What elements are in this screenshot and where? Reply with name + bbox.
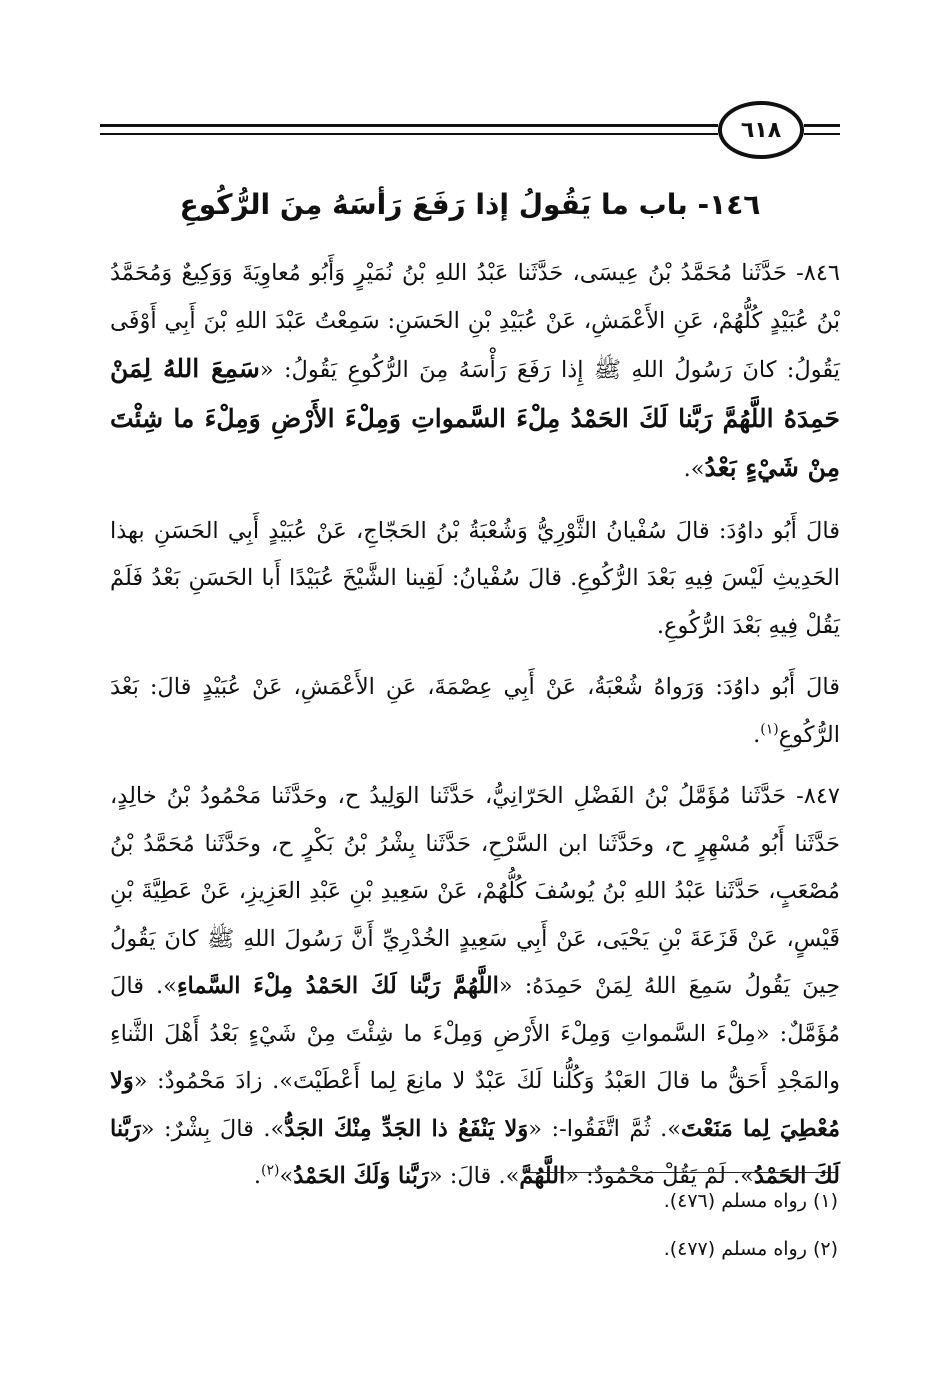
hadith-text: ». ثُمَّ اتَّفَقُوا-: « [528, 1115, 682, 1142]
footnotes [110, 1188, 838, 1284]
quoted-supplication: رَبَّنا لَكَ الحَمْدُ [110, 1115, 840, 1189]
footnote-2: (٢) رواه مسلم (٤٧٧). [663, 1238, 838, 1260]
header-rule [100, 124, 718, 127]
header-rule [804, 133, 840, 135]
hadith-text: ». قالَ مُؤَمَّلٌ: «مِلْءَ السَّمواتِ وَمِلْءَ الأَرْضِ وَمِلْءَ ما شِئْتَ مِنْ شَيْءٍ بَعْدُ أَهْلَ الثَّناءِ والمَجْدِ أَحَقُّ ما قالَ العَبْدُ وَكُلُّنا لَكَ عَبْدٌ لا مانِعَ لِما أَعْطَيْتَ». زادَ مَحْمُودٌ: « [110, 973, 840, 1094]
header-rule [100, 133, 718, 135]
punctuation: . [253, 1163, 261, 1189]
hadith-text: ». لَمْ يَقُلْ مَحْمُودٌ: « [565, 1163, 754, 1189]
commentary-paragraph: قالَ أَبُو داوُدَ: قالَ سُفْيانُ الثَّوْرِيُّ وَشُعْبَةُ بْنُ الحَجّاجِ، عَنْ عُبَيْدٍ أَبِي الحَسَنِ بهذا الحَدِيثِ لَيْسَ فِيهِ بَعْدَ الرُّكُوعِ. قالَ سُفْيانُ: لَقِينا الشَّيْخَ عُبَيْدًا أَبا الحَسَنِ بَعْدُ فَلَمْ يَقُلْ فِيهِ بَعْدَ الرُّكُوعِ. [110, 517, 840, 639]
hadith-847 [110, 773, 840, 1201]
chapter-title: ١٤٦- باب ما يَقُولُ إذا رَفَعَ رَأسَهُ مِنَ الرُّكُوعِ [179, 188, 761, 221]
footnote-divider [528, 1172, 838, 1173]
footnote-ref: (١) [760, 721, 779, 737]
hadith-text: ٨٤٦- حَدَّثَنا مُحَمَّدُ بْنُ عِيسَى، حَدَّثَنا عَبْدُ اللهِ بْنُ نُمَيْرٍ وَأَبُو مُعاوِيَةَ وَوَكِيعٌ وَمُحَمَّدُ بْنُ عُبَيْدٍ كُلُّهُمْ، عَنِ الأَعْمَشِ، عَنْ عُبَيْدِ بْنِ الحَسَنِ: سَمِعْتُ عَبْدَ اللهِ بْنَ أَبِي أَوْفَى يَقُولُ: كانَ رَسُولُ اللهِ ﷺ إِذا رَفَعَ رَأْسَهُ مِنَ الرُّكُوعِ يَقُولُ: « [110, 260, 840, 383]
main-text [110, 250, 840, 1215]
quoted-supplication: رَبَّنا وَلَكَ الحَمْدُ [293, 1163, 429, 1189]
hadith-text: ». [683, 456, 705, 482]
quoted-supplication: اللَّهُمَّ رَبَّنا لَكَ الحَمْدُ مِلْءَ السَّماءِ [176, 973, 499, 999]
quoted-supplication: اللَّهُمَّ [519, 1163, 566, 1189]
hadith-text: ». قالَ بِشْرٌ: « [140, 1115, 285, 1142]
page-number: ٦١٨ [718, 101, 804, 159]
page-header [100, 95, 840, 165]
hadith-text: » [279, 1163, 294, 1189]
punctuation: . [753, 721, 761, 748]
footnote-1: (١) رواه مسلم (٤٧٦). [663, 1190, 838, 1212]
hadith-846 [110, 250, 840, 494]
header-rule [804, 124, 840, 127]
quoted-supplication: وَلا يَنْفَعُ ذا الجَدِّ مِنْكَ الجَدُّ [284, 1115, 529, 1142]
quoted-supplication: سَمِعَ اللهُ لِمَنْ حَمِدَهُ اللَّهُمَّ رَبَّنا لَكَ الحَمْدُ مِلْءَ السَّمواتِ وَمِلْءَ الأَرْضِ وَمِلْءَ ما شِئْتَ مِنْ شَيْءٍ بَعْدُ [110, 354, 840, 482]
hadith-text: ٨٤٧- حَدَّثَنا مُؤَمَّلُ بْنُ الفَضْلِ الحَرّانِيُّ، حَدَّثَنا الوَلِيدُ ح، وحَدَّثَنا مَحْمُودُ بْنُ خالِدٍ، حَدَّثَنا أَبُو مُسْهِرٍ ح، وحَدَّثَنا ابن السَّرْحِ، حَدَّثَنا بِشْرُ بْنُ بَكْرٍ ح، وحَدَّثَنا مُحَمَّدُ بْنُ مُصْعَبٍ، حَدَّثَنا عَبْدُ اللهِ بْنُ يُوسُفَ كُلُّهُمْ، عَنْ سَعِيدِ بْنِ عَبْدِ العَزِيزِ، عَنْ عَطِيَّةَ بْنِ قَيْسٍ، عَنْ قَزَعَةَ بْنِ يَحْيَى، عَنْ أَبِي سَعِيدٍ الخُدْرِيِّ أَنَّ رَسُولَ اللهِ ﷺ كانَ يَقُولُ حِينَ يَقُولُ سَمِعَ اللهُ لِمَنْ حَمِدَهُ: « [110, 783, 840, 999]
hadith-text: ». قالَ: « [428, 1163, 520, 1189]
footnote-ref: (٢) [261, 1162, 280, 1179]
commentary-paragraph [110, 664, 840, 759]
commentary-text: قالَ أَبُو داوُدَ: وَرَواهُ شُعْبَةُ، عَنْ أَبِي عِصْمَةَ، عَنِ الأَعْمَشِ، عَنْ عُبَيْدٍ قالَ: بَعْدَ الرُّكُوعِ [110, 674, 840, 748]
quoted-supplication: وَلا مُعْطِيَ لِما مَنَعْتَ [110, 1068, 841, 1142]
